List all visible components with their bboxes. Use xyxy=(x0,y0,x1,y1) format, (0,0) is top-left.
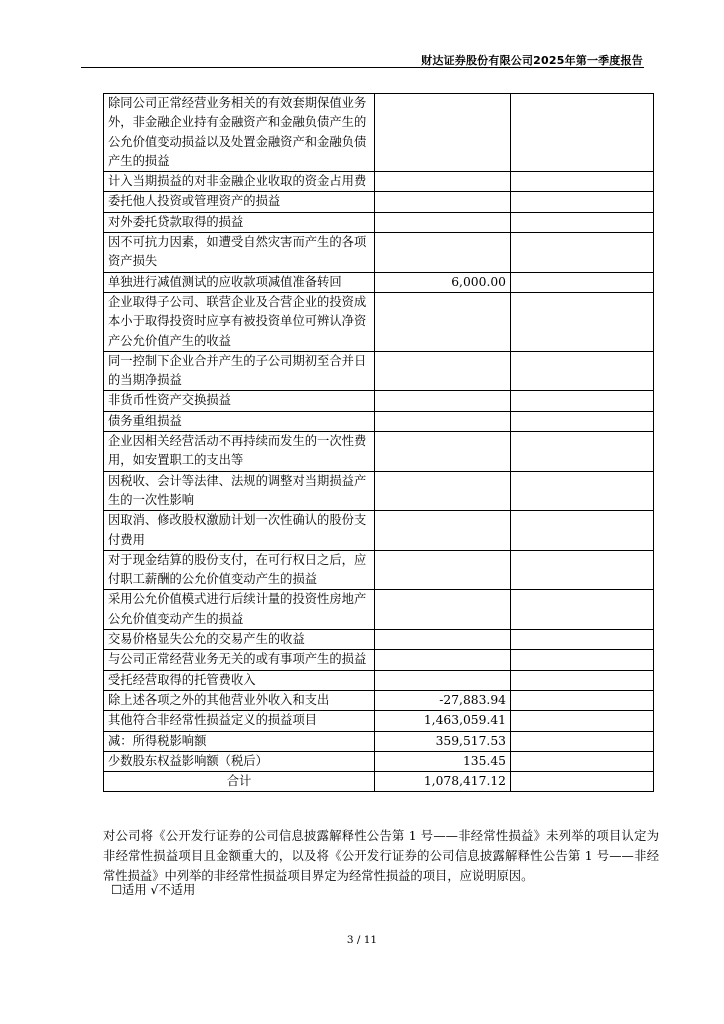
table-row xyxy=(104,172,654,192)
item-amount xyxy=(375,630,511,650)
table-row xyxy=(104,272,654,292)
item-note xyxy=(511,212,654,232)
non-recurring-items-table xyxy=(103,93,654,792)
item-amount xyxy=(375,432,511,472)
item-label: 少数股东权益影响额（税后） xyxy=(104,751,375,771)
item-note xyxy=(511,690,654,710)
total-amount: 1,078,417.12 xyxy=(375,772,511,792)
explanation-paragraph: 对公司将《公开发行证券的公司信息披露解释性公告第 1 号——非经常性损益》未列举的项目认定为非经常性损益项目且金额重大的，以及将《公开发行证券的公司信息披露解释性公告第 1 号——非经常性损益》中列举的非经常性损益项目界定为经常性损益的项目，应说明原因。 xyxy=(103,829,659,883)
applicability-choice: ☐适用 √不适用 xyxy=(111,883,196,897)
item-note xyxy=(511,731,654,751)
item-note xyxy=(511,751,654,771)
item-note xyxy=(511,550,654,590)
item-label: 债务重组损益 xyxy=(104,411,375,431)
item-note xyxy=(511,471,654,511)
item-label: 对于现金结算的股份支付，在可行权日之后，应付职工薪酬的公允价值变动产生的损益 xyxy=(104,550,375,590)
item-amount: 6,000.00 xyxy=(375,272,511,292)
table-row xyxy=(104,94,654,172)
item-amount xyxy=(375,471,511,511)
report-header-title: 财达证券股份有限公司2025年第一季度报告 xyxy=(421,54,643,67)
item-note xyxy=(511,351,654,391)
item-note xyxy=(511,670,654,690)
table-total-row xyxy=(104,772,654,792)
table-row xyxy=(104,351,654,391)
item-label: 除同公司正常经营业务相关的有效套期保值业务外，非金融企业持有金融资产和金融负债产生的公允价值变动损益以及处置金融资产和金融负债产生的损益 xyxy=(104,94,375,172)
item-note xyxy=(511,590,654,630)
table-row xyxy=(104,550,654,590)
table-row xyxy=(104,391,654,411)
item-note xyxy=(511,650,654,670)
table-row xyxy=(104,670,654,690)
table-row xyxy=(104,471,654,511)
item-note xyxy=(511,630,654,650)
item-amount: 1,463,059.41 xyxy=(375,711,511,731)
item-note xyxy=(511,432,654,472)
item-label: 因税收、会计等法律、法规的调整对当期损益产生的一次性影响 xyxy=(104,471,375,511)
item-amount xyxy=(375,550,511,590)
item-label: 企业因相关经营活动不再持续而发生的一次性费用，如安置职工的支出等 xyxy=(104,432,375,472)
item-amount xyxy=(375,292,511,351)
table-row xyxy=(104,511,654,551)
total-note xyxy=(511,772,654,792)
item-amount xyxy=(375,192,511,212)
item-note xyxy=(511,94,654,172)
item-label: 委托他人投资或管理资产的损益 xyxy=(104,192,375,212)
item-amount xyxy=(375,212,511,232)
item-label: 因取消、修改股权激励计划一次性确认的股份支付费用 xyxy=(104,511,375,551)
item-label: 对外委托贷款取得的损益 xyxy=(104,212,375,232)
table-row xyxy=(104,233,654,273)
item-amount xyxy=(375,391,511,411)
item-note xyxy=(511,192,654,212)
item-note xyxy=(511,711,654,731)
total-label: 合计 xyxy=(104,772,375,792)
item-label: 同一控制下企业合并产生的子公司期初至合并日的当期净损益 xyxy=(104,351,375,391)
table-row xyxy=(104,630,654,650)
item-label: 因不可抗力因素，如遭受自然灾害而产生的各项资产损失 xyxy=(104,233,375,273)
item-label: 单独进行减值测试的应收款项减值准备转回 xyxy=(104,272,375,292)
item-note xyxy=(511,511,654,551)
item-amount xyxy=(375,590,511,630)
item-label: 交易价格显失公允的交易产生的收益 xyxy=(104,630,375,650)
item-label: 减：所得税影响额 xyxy=(104,731,375,751)
table-row xyxy=(104,212,654,232)
item-label: 与公司正常经营业务无关的或有事项产生的损益 xyxy=(104,650,375,670)
item-label: 其他符合非经常性损益定义的损益项目 xyxy=(104,711,375,731)
table-row xyxy=(104,731,654,751)
table-row xyxy=(104,192,654,212)
table-row xyxy=(104,751,654,771)
item-amount: 359,517.53 xyxy=(375,731,511,751)
table-row xyxy=(104,690,654,710)
item-label: 采用公允价值模式进行后续计量的投资性房地产公允价值变动产生的损益 xyxy=(104,590,375,630)
item-amount xyxy=(375,351,511,391)
table-row xyxy=(104,590,654,630)
item-label: 非货币性资产交换损益 xyxy=(104,391,375,411)
item-label: 计入当期损益的对非金融企业收取的资金占用费 xyxy=(104,172,375,192)
table-row xyxy=(104,432,654,472)
item-label: 除上述各项之外的其他营业外收入和支出 xyxy=(104,690,375,710)
item-amount: 135.45 xyxy=(375,751,511,771)
item-amount xyxy=(375,94,511,172)
item-amount xyxy=(375,650,511,670)
item-label: 企业取得子公司、联营企业及合营企业的投资成本小于取得投资时应享有被投资单位可辨认净资产公允价值产生的收益 xyxy=(104,292,375,351)
item-label: 受托经营取得的托管费收入 xyxy=(104,670,375,690)
table-row xyxy=(104,711,654,731)
page-number: 3 / 11 xyxy=(346,934,378,946)
table-row xyxy=(104,650,654,670)
item-amount: -27,883.94 xyxy=(375,690,511,710)
item-amount xyxy=(375,670,511,690)
item-note xyxy=(511,292,654,351)
item-note xyxy=(511,272,654,292)
item-note xyxy=(511,172,654,192)
item-note xyxy=(511,391,654,411)
item-amount xyxy=(375,411,511,431)
item-note xyxy=(511,411,654,431)
header-divider xyxy=(81,67,644,68)
table-row xyxy=(104,411,654,431)
item-note xyxy=(511,233,654,273)
item-amount xyxy=(375,511,511,551)
item-amount xyxy=(375,233,511,273)
item-amount xyxy=(375,172,511,192)
table-row xyxy=(104,292,654,351)
